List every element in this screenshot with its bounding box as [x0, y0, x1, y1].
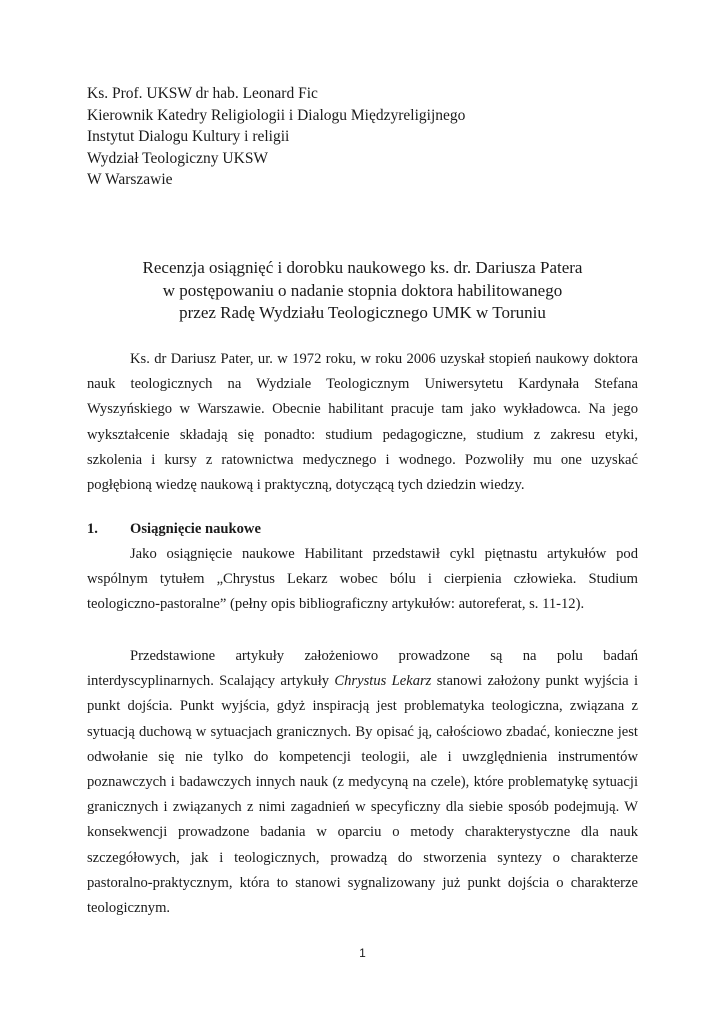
- section-title: Osiągnięcie naukowe: [130, 521, 261, 537]
- title-line-2: w postępowaniu o nadanie stopnia doktora habilitowanego: [162, 280, 563, 300]
- interdisciplinary-paragraph: [87, 644, 638, 921]
- title-line-1: Recenzja osiągnięć i dorobku naukowego ks. dr. Dariusza Patera: [142, 258, 583, 277]
- paragraph-text-start: Przedstawione artykuły założeniowo prowadzone są na polu badań interdyscyplinarnych. Scalający artykuły: [87, 648, 638, 690]
- author-institute-line: Instytut Dialogu Kultury i religii: [87, 128, 290, 145]
- intro-paragraph-text: Ks. dr Dariusz Pater, ur. w 1972 roku, w roku 2006 uzyskał stopień naukowy doktora nauk teologicznych na Wydziale Teologicznym Uniwersytetu Kardynała Stefana Wyszyńskiego w Warszawie. Obecnie habilitant pracuje tam jako wykładowca. Na jego wykształcenie składają się ponadto: studium pedagogiczne, studium z zakresu etyki, szkolenia i kursy z ratownictwa medycznego i wodnego. Pozwoliły mu one uzyskać pogłębioną wiedzę naukową i praktyczną, dotyczącą tych dziedzin wiedzy.: [87, 351, 638, 494]
- author-position-line: Kierownik Katedry Religiologii i Dialogu Międzyreligijnego: [87, 106, 466, 124]
- title-line-3: przez Radę Wydziału Teologicznego UMK w Toruniu: [179, 303, 546, 322]
- intro-paragraph: [87, 347, 638, 498]
- achievement-paragraph: [87, 542, 638, 618]
- author-faculty-line: Wydział Teologiczny UKSW: [87, 149, 269, 167]
- author-header: [87, 83, 465, 191]
- review-title: [87, 257, 638, 325]
- page-number: 1: [359, 946, 366, 960]
- italic-title-chrystus-lekarz: Chrystus Lekarz: [334, 673, 432, 690]
- paragraph-text-end: stanowi założony punkt wyjścia i punkt dojścia. Punkt wyjścia, gdyż inspiracją jest problematyka teologiczna, związana z sytuacją duchową w sytuacjach granicznych. By opisać ją, całościowo zbadać, konieczne jest odwołanie się nie tylko do kompetencji teologii, ale i uwzględnienia instrumentów poznawczych i badawczych innych nauk (z medycyną na czele), które problematykę sytuacji granicznych i związanych z nimi zagadnień w specyficzny dla siebie sposób podejmują. W konsekwencji prowadzone badania w oparciu o metody charakterystyczne dla nauk szczegółowych, jak i teologicznych, prowadzą do stworzenia syntezy o charakterze pastoralno-praktycznym, która to stanowi sygnalizowany już punkt dojścia o charakterze teologicznym.: [87, 673, 638, 917]
- section-number: 1.: [87, 521, 98, 537]
- author-name-line: Ks. Prof. UKSW dr hab. Leonard Fic: [87, 85, 318, 102]
- achievement-paragraph-text: Jako osiągnięcie naukowe Habilitant przedstawił cykl piętnastu artykułów pod wspólnym tytułem „Chrystus Lekarz wobec bólu i cierpienia człowieka. Studium teologiczno-pastoralne” (pełny opis bibliograficzny artykułów: autoreferat, s. 11-12).: [87, 546, 638, 613]
- author-city-line: W Warszawie: [87, 171, 173, 188]
- section-heading: [87, 518, 261, 540]
